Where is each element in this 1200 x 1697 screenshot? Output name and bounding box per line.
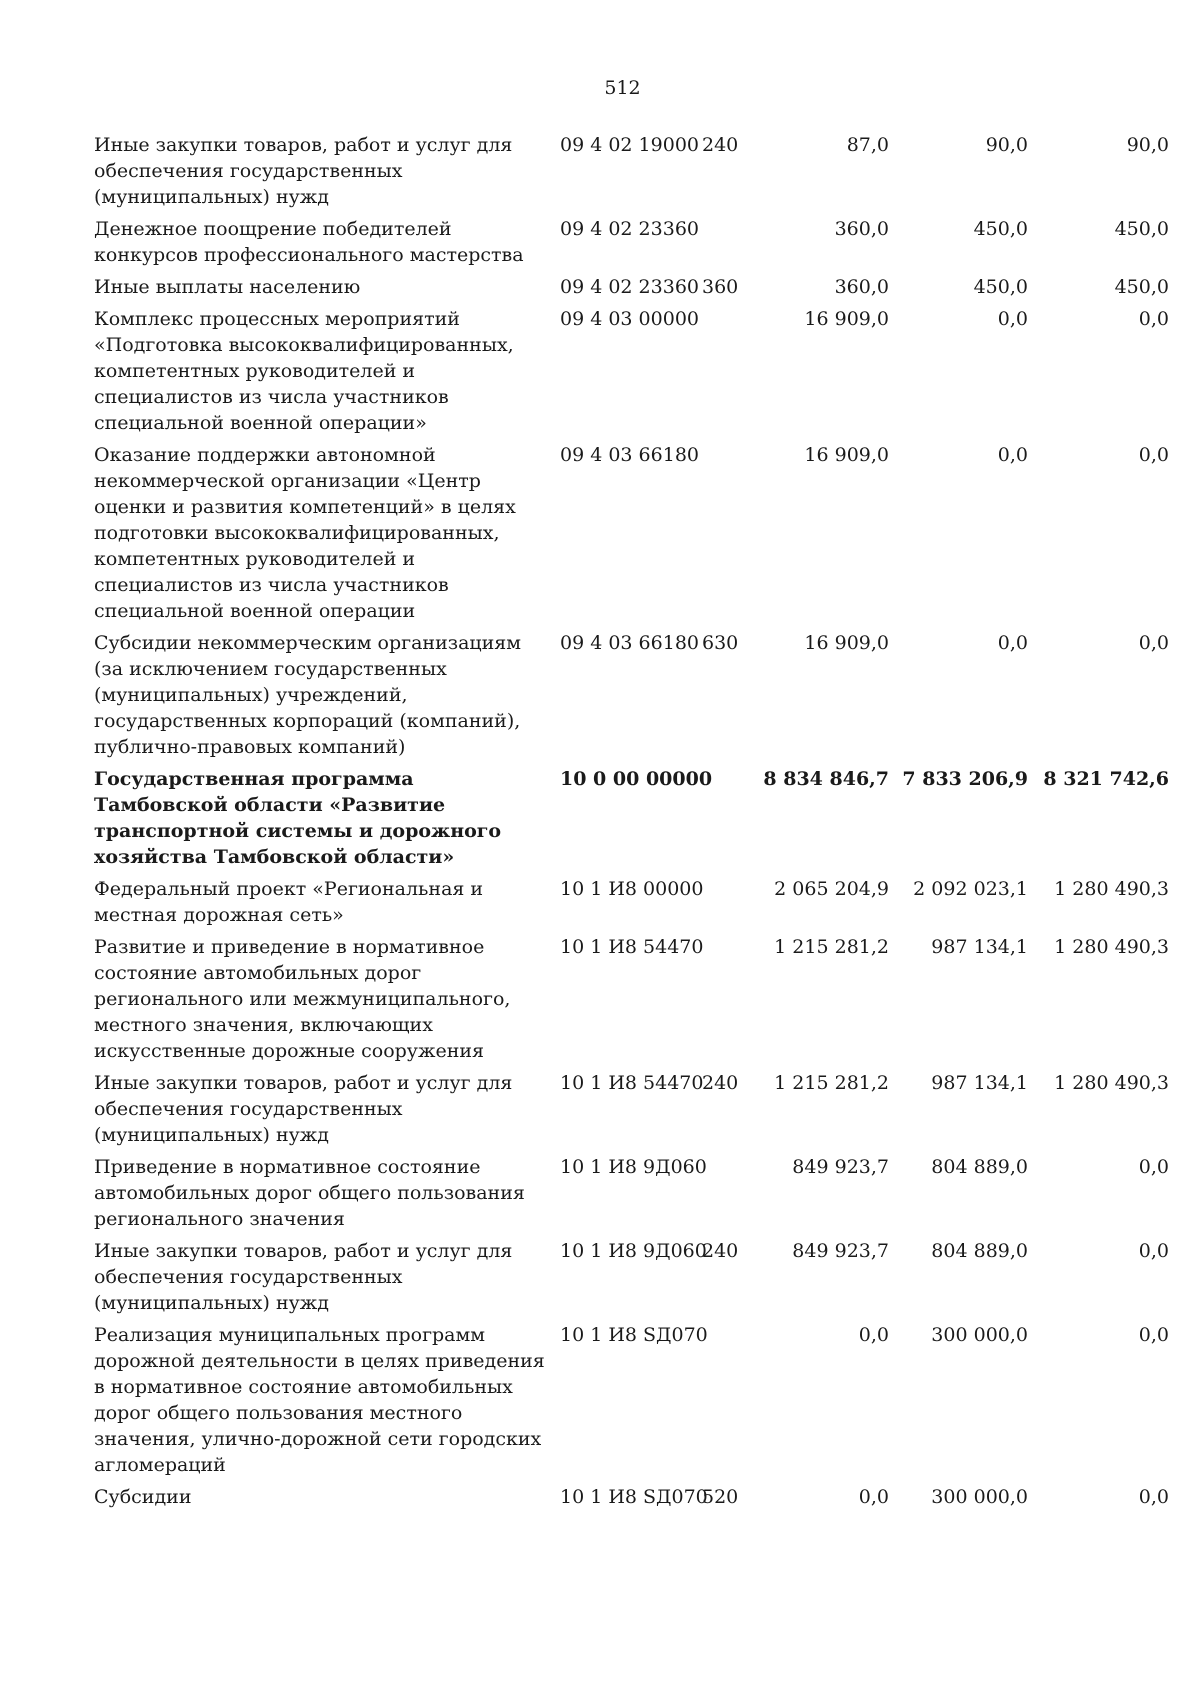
amount-year-1: 8 834 846,7 (763, 768, 889, 790)
amount-year-3: 0,0 (1138, 1156, 1169, 1178)
target-article-code: 10 0 00 00000 (560, 768, 713, 790)
table-row (94, 1238, 1169, 1316)
amount-year-1: 360,0 (834, 218, 889, 240)
amount-year-1: 16 909,0 (804, 444, 889, 466)
table-row (94, 1154, 1169, 1232)
amount-year-1: 0,0 (858, 1324, 889, 1346)
table-row (94, 766, 1169, 870)
amount-year-1: 2 065 204,9 (774, 878, 889, 900)
amount-year-3: 450,0 (1114, 218, 1169, 240)
amount-year-2: 90,0 (985, 134, 1028, 156)
amount-year-1: 16 909,0 (804, 308, 889, 330)
expense-type-code: 520 (702, 1486, 739, 1508)
amount-year-3: 0,0 (1138, 444, 1169, 466)
amount-year-3: 0,0 (1138, 1240, 1169, 1262)
target-article-code: 09 4 03 66180 (560, 632, 700, 654)
amount-year-1: 360,0 (834, 276, 889, 298)
table-row (94, 216, 1169, 268)
item-name: Субсидии (94, 1486, 192, 1508)
table-row (94, 274, 1169, 300)
table-row (94, 132, 1169, 210)
amount-year-3: 1 280 490,3 (1054, 936, 1169, 958)
amount-year-2: 804 889,0 (931, 1156, 1028, 1178)
amount-year-1: 1 215 281,2 (774, 936, 889, 958)
item-name: Иные закупки товаров, работ и услуг для обеспечения государственных (муниципальных) нужд (94, 1072, 513, 1146)
table-row (94, 1484, 1169, 1510)
table-row (94, 442, 1169, 624)
amount-year-1: 0,0 (858, 1486, 889, 1508)
target-article-code: 10 1 И8 54470 (560, 1072, 704, 1094)
amount-year-1: 87,0 (846, 134, 889, 156)
expense-type-code: 360 (702, 276, 739, 298)
target-article-code: 10 1 И8 9Д060 (560, 1156, 707, 1178)
amount-year-1: 16 909,0 (804, 632, 889, 654)
amount-year-3: 0,0 (1138, 308, 1169, 330)
amount-year-3: 0,0 (1138, 1486, 1169, 1508)
amount-year-1: 849 923,7 (792, 1156, 889, 1178)
amount-year-2: 0,0 (997, 632, 1028, 654)
amount-year-2: 7 833 206,9 (902, 768, 1028, 790)
item-name: Иные закупки товаров, работ и услуг для обеспечения государственных (муниципальных) нужд (94, 1240, 513, 1314)
amount-year-3: 1 280 490,3 (1054, 1072, 1169, 1094)
table-row (94, 306, 1169, 436)
target-article-code: 10 1 И8 54470 (560, 936, 704, 958)
amount-year-3: 450,0 (1114, 276, 1169, 298)
amount-year-3: 0,0 (1138, 632, 1169, 654)
amount-year-3: 8 321 742,6 (1043, 768, 1169, 790)
amount-year-1: 1 215 281,2 (774, 1072, 889, 1094)
item-name: Развитие и приведение в нормативное состояние автомобильных дорог регионального или межмуниципального, местного значения, включающих искусственные дорожные сооружения (94, 936, 511, 1062)
page-number: 512 (604, 77, 641, 99)
item-name: Денежное поощрение победителей конкурсов профессионального мастерства (94, 218, 524, 266)
budget-table (94, 132, 1169, 1516)
expense-type-code: 240 (702, 1240, 739, 1262)
target-article-code: 09 4 02 23360 (560, 218, 700, 240)
target-article-code: 10 1 И8 9Д060 (560, 1240, 707, 1262)
amount-year-3: 0,0 (1138, 1324, 1169, 1346)
expense-type-code: 630 (702, 632, 739, 654)
amount-year-1: 849 923,7 (792, 1240, 889, 1262)
table-row (94, 1070, 1169, 1148)
item-name: Приведение в нормативное состояние автомобильных дорог общего пользования регионального значения (94, 1156, 525, 1230)
amount-year-2: 0,0 (997, 444, 1028, 466)
table-row (94, 1322, 1169, 1478)
item-name: Иные выплаты населению (94, 276, 361, 298)
target-article-code: 10 1 И8 SД070 (560, 1486, 708, 1508)
target-article-code: 09 4 02 23360 (560, 276, 700, 298)
target-article-code: 09 4 02 19000 (560, 134, 700, 156)
expense-type-code: 240 (702, 1072, 739, 1094)
target-article-code: 10 1 И8 SД070 (560, 1324, 708, 1346)
item-name: Федеральный проект «Региональная и местная дорожная сеть» (94, 878, 484, 926)
amount-year-2: 0,0 (997, 308, 1028, 330)
amount-year-3: 90,0 (1126, 134, 1169, 156)
amount-year-2: 987 134,1 (931, 936, 1028, 958)
table-row (94, 876, 1169, 928)
item-name: Оказание поддержки автономной некоммерческой организации «Центр оценки и развития компетенций» в целях подготовки высококвалифицированных, компетентных руководителей и специалистов из числа участников специальной военной операции (94, 444, 516, 622)
amount-year-2: 300 000,0 (931, 1486, 1028, 1508)
table-row (94, 630, 1169, 760)
item-name: Комплекс процессных мероприятий «Подготовка высококвалифицированных, компетентных руководителей и специалистов из числа участников специальной военной операции» (94, 308, 514, 434)
amount-year-2: 300 000,0 (931, 1324, 1028, 1346)
target-article-code: 09 4 03 00000 (560, 308, 700, 330)
item-name: Иные закупки товаров, работ и услуг для обеспечения государственных (муниципальных) нужд (94, 134, 513, 208)
table-row (94, 934, 1169, 1064)
amount-year-2: 2 092 023,1 (913, 878, 1028, 900)
item-name: Субсидии некоммерческим организациям (за исключением государственных (муниципальных) учреждений, государственных корпораций (компаний), публично-правовых компаний) (94, 632, 522, 758)
item-name: Реализация муниципальных программ дорожной деятельности в целях приведения в нормативное состояние автомобильных дорог общего пользования местного значения, улично-дорожной сети городских агломераций (94, 1324, 545, 1476)
amount-year-2: 450,0 (973, 218, 1028, 240)
amount-year-3: 1 280 490,3 (1054, 878, 1169, 900)
amount-year-2: 987 134,1 (931, 1072, 1028, 1094)
target-article-code: 10 1 И8 00000 (560, 878, 704, 900)
item-name: Государственная программа Тамбовской области «Развитие транспортной системы и дорожного хозяйства Тамбовской области» (94, 768, 502, 868)
amount-year-2: 450,0 (973, 276, 1028, 298)
expense-type-code: 240 (702, 134, 739, 156)
amount-year-2: 804 889,0 (931, 1240, 1028, 1262)
target-article-code: 09 4 03 66180 (560, 444, 700, 466)
